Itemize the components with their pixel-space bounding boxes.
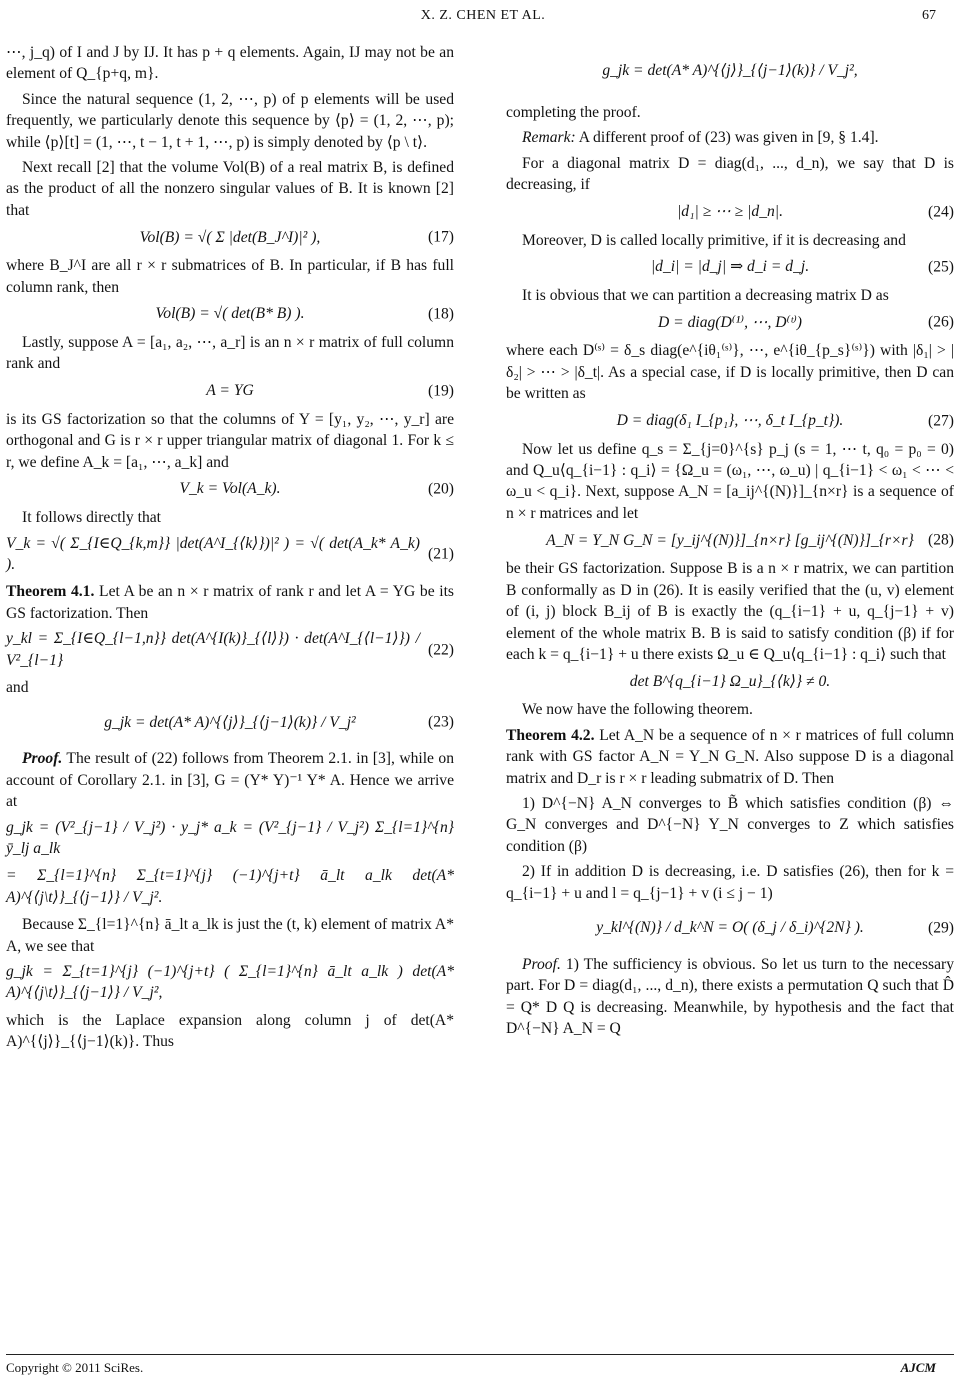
proof-label: Proof.	[522, 955, 561, 973]
equation-number: (19)	[428, 382, 454, 400]
equation-26	[506, 310, 954, 334]
journal-abbreviation: AJCM	[900, 1360, 936, 1375]
paragraph: For a diagonal matrix D = diag(d₁, ..., d_n), we say that D is decreasing, if	[506, 154, 954, 194]
equation-29	[506, 908, 954, 948]
paragraph: completing the proof.	[506, 104, 641, 121]
equation-number: (24)	[928, 202, 954, 220]
equation-17	[6, 225, 454, 249]
equation-22	[6, 628, 454, 671]
equation-body: Vol(B) = √( det(B* B) ).	[155, 305, 305, 323]
paragraph: Because Σ_{l=1}^{n} ā_lt a_lk is just the (t, k) element of matrix A* A, we see that	[6, 916, 454, 955]
equation-det	[506, 669, 954, 693]
equation-25	[506, 255, 954, 279]
equation-number: (27)	[928, 411, 954, 429]
theorem-item-2: 2) If in addition D is decreasing, i.e. D satisfies (26), then for k = q_{i−1} + u and l = q_{j−1} + v (i ≤ j − 1)	[506, 863, 954, 902]
paragraph: ⋯, j_q) of I and J by IJ. It has p + q elements. Again, IJ may not be an element of Q_{p+q, m}.	[6, 44, 454, 83]
equation-body: = Σ_{l=1}^{n} Σ_{t=1}^{j} (−1)^{j+t} ā_lt a_lk det(A* A)^{⟨j\t⟩}_{⟨j−1⟩} / V_j².	[6, 867, 454, 906]
equation-body: g_jk = det(A* A)^{⟨j⟩}_{⟨j−1⟩(k)} / V_j²	[104, 713, 356, 731]
remark	[506, 127, 954, 148]
equation-number: (20)	[428, 480, 454, 498]
paragraph: Now let us define q_s = Σ_{j=0}^{s} p_j (s = 1, ⋯ t, q₀ = p₀ = 0) and Q_u⟨q_{i−1} : q_i⟩ = {Ω_u = (ω₁, ⋯, ω_u) | q_{i−1} < ω₁ < ⋯ < ω_u < q_i}. Next, suppose A_N = [a_ij^{(N)}]_{n×r} is a sequence of n × r matrices and let	[506, 440, 954, 522]
page-number: 67	[922, 8, 936, 23]
remark-label: Remark:	[522, 129, 576, 147]
equation-number: (18)	[428, 305, 454, 323]
proof-text: The result of (22) follows from Theorem 2.1. in [3], while on account of Corollary 2.1. in [3], G = (Y* Y)⁻¹ Y* A. Hence we arrive at	[6, 750, 454, 811]
theorem-item-1: 1) D^{−N} A_N converges to B̃ which satisfies condition (β) ⇔ G_N converges and D^{−N} Y_N converges to Z which satisfies condition (β)	[506, 794, 954, 855]
equation-number: (28)	[928, 531, 954, 549]
equation-gjk-line-1	[6, 817, 454, 860]
paragraph: Next recall [2] that the volume Vol(B) of a real matrix B, is defined as the product of all the nonzero singular values of B. It is known [2] that	[6, 159, 454, 219]
equation-number: (29)	[928, 919, 954, 937]
paragraph: Moreover, D is called locally primitive, if it is decreasing and	[522, 231, 906, 249]
right-column	[506, 42, 954, 1044]
footer-rule	[6, 1354, 954, 1355]
equation-gjk-line-2	[6, 865, 454, 908]
paragraph: and	[6, 678, 29, 696]
equation-28	[506, 528, 954, 552]
equation-body: y_kl = Σ_{I∈Q_{l−1,n}} det(A^{I(k)}_{⟨l⟩}) · det(A^I_{⟨l−1⟩}) / V²_{l−1}	[6, 630, 420, 669]
paragraph: It is obvious that we can partition a decreasing matrix D as	[522, 287, 889, 305]
paragraph: which is the Laplace expansion along column j of det(A* A)^{⟨j⟩}_{⟨j−1⟩(k)}. Thus	[6, 1011, 454, 1051]
running-title: X. Z. CHEN ET AL.	[420, 8, 546, 23]
equation-gjk-line-3	[6, 961, 454, 1004]
theorem-text: Let A_N be a sequence of n × r matrices of full column rank with GS factor A_N = Y_N G_N. Also suppose D is a diagonal matrix and D_r is r × r leading submatrix of D. Then	[506, 726, 954, 787]
equation-body: g_jk = Σ_{t=1}^{j} (−1)^{j+t} ( Σ_{l=1}^{n} ā_lt a_lk ) det(A* A)^{⟨j\t⟩}_{⟨j−1⟩} / V_j²,	[6, 963, 454, 1002]
theorem-text: Let A be an n × r matrix of rank r and let A = YG be its GS factorization. Then	[6, 583, 454, 622]
equation-body: A_N = Y_N G_N = [y_ij^{(N)}]_{n×r} [g_ij^{(N)}]_{r×r}	[546, 531, 914, 549]
left-column	[6, 42, 454, 1057]
equation-body: V_k = Vol(A_k).	[179, 480, 281, 498]
proof-paragraph	[6, 748, 454, 812]
equation-body: D = diag(D⁽¹⁾, ⋯, D⁽ᵗ⁾)	[657, 313, 802, 331]
remark-text: A different proof of (23) was given in [9, § 1.4].	[575, 129, 879, 147]
equation-gjk-final	[506, 46, 954, 96]
theorem-4-2	[506, 725, 954, 789]
theorem-label: Theorem 4.1.	[6, 583, 95, 601]
equation-number: (21)	[428, 545, 454, 563]
equation-20	[6, 477, 454, 501]
equation-body: D = diag(δ₁ I_{p₁}, ⋯, δ_t I_{p_t}).	[616, 411, 844, 429]
equation-number: (25)	[928, 258, 954, 276]
paragraph: is its GS factorization so that the columns of Y = [y₁, y₂, ⋯, y_r] are orthogonal and G is r × r upper triangular matrix of diagonal 1. For k ≤ r, we define A_k = [a₁, ⋯, a_k] and	[6, 410, 454, 471]
paragraph: where each D⁽ˢ⁾ = δ_s diag(e^{iθ₁⁽ˢ⁾}, ⋯, e^{iθ_{p_s}⁽ˢ⁾}) with |δ₁| > |δ₂| > ⋯ > |δ_t|. As a special case, if D is locally primitive, then D can be written as	[506, 342, 954, 403]
equation-number: (23)	[428, 713, 454, 731]
equation-body: g_jk = (V²_{j−1} / V_j²) · y_j* a_k = (V²_{j−1} / V_j²) Σ_{l=1}^{n} ȳ_lj a_lk	[6, 818, 454, 857]
equation-number: (17)	[428, 228, 454, 246]
equation-body: Vol(B) = √( Σ |det(B_J^I)|² ),	[139, 228, 321, 246]
equation-24	[506, 200, 954, 224]
equation-23	[6, 702, 454, 742]
equation-18	[6, 302, 454, 326]
proof-paragraph	[506, 954, 954, 1040]
paragraph: We now have the following theorem.	[522, 701, 753, 719]
proof-text: 1) The sufficiency is obvious. So let us turn to the necessary part. For D = diag(d₁, ..., d_n), there exists a permutation Q such that D̂ = Q* D Q is decreasing. Meanwhile, by hypothesis and the fact that D^{−N} A_N = Q	[506, 955, 954, 1038]
equation-body: y_kl^{(N)} / d_k^N = O( (δ_j / δ_i)^{2N} ).	[596, 919, 864, 937]
paragraph: Lastly, suppose A = [a₁, a₂, ⋯, a_r] is an n × r matrix of full column rank and	[6, 334, 454, 373]
paragraph: be their GS factorization. Suppose B is a n × r matrix, we can partition B conformally as D in (26). It is easily verified that the (u, v) element of (i, j) block B_ij of B is exactly the (q_{i−1} + u, q_{j−1} + v) element of the whole matrix B. B is said to satisfy condition (β) if for each k = q_{i−1} + u there exists Ω_u ∈ Q_u⟨q_{i−1} : q_i⟩ such that	[506, 560, 954, 663]
equation-body: A = YG	[206, 382, 254, 400]
equation-21	[6, 533, 454, 576]
paragraph: where B_J^I are all r × r submatrices of B. In particular, if B has full column rank, then	[6, 257, 454, 296]
copyright-notice: Copyright © 2011 SciRes.	[6, 1360, 144, 1375]
equation-body: V_k = √( Σ_{I∈Q_{k,m}} |det(A^I_{⟨k⟩})|² ) = √( det(A_k* A_k) ).	[6, 534, 420, 573]
paragraph: Since the natural sequence (1, 2, ⋯, p) of p elements will be used frequently, we particularly denote this sequence by ⟨p⟩ = (1, 2, ⋯, p); while ⟨p⟩[t] = (1, ⋯, t − 1, t + 1, ⋯, p) is simply denoted by ⟨p \ t⟩.	[6, 90, 454, 151]
equation-27	[506, 409, 954, 433]
equation-body: g_jk = det(A* A)^{⟨j⟩}_{⟨j−1⟩(k)} / V_j²,	[602, 62, 858, 80]
proof-label: Proof.	[22, 750, 63, 768]
theorem-label: Theorem 4.2.	[506, 726, 595, 744]
equation-body: |d_i| = |d_j| ⇒ d_i = d_j.	[650, 258, 810, 276]
page-header	[0, 6, 966, 30]
equation-number: (22)	[428, 640, 454, 658]
theorem-4-1	[6, 581, 454, 624]
equation-body: |d₁| ≥ ⋯ ≥ |d_n|.	[677, 202, 783, 220]
paragraph: It follows directly that	[22, 509, 162, 527]
equation-number: (26)	[928, 313, 954, 331]
equation-body: det B^{q_{i−1} Ω_u}_{⟨k⟩} ≠ 0.	[629, 672, 831, 690]
equation-19	[6, 379, 454, 403]
